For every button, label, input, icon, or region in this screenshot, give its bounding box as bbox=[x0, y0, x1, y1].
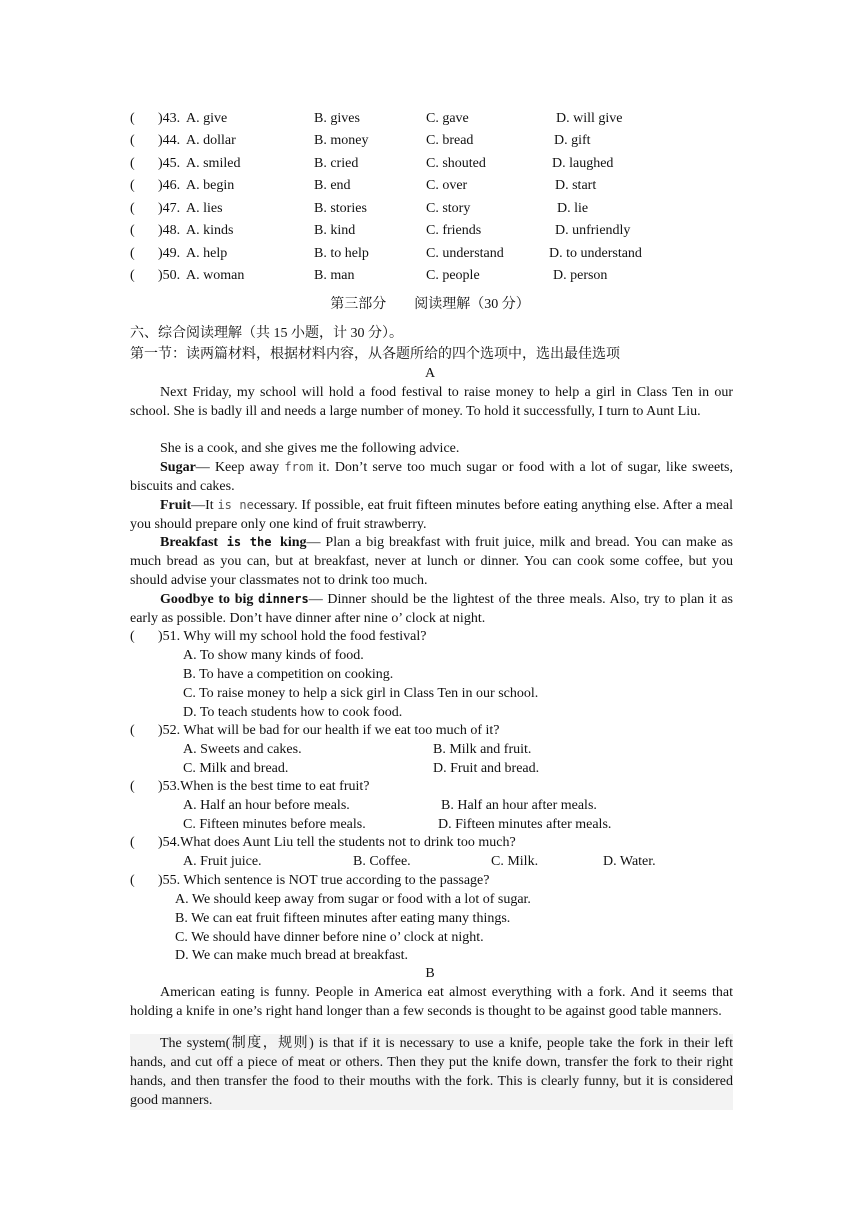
answer-option: B. Milk and fruit. bbox=[433, 742, 532, 757]
section6-title: 六、综合阅读理解（共 15 小题，计 30 分）。 bbox=[130, 326, 403, 341]
passage-a-fruit bbox=[130, 496, 733, 534]
question-number: )48. bbox=[158, 223, 181, 238]
goodbye-heading: Goodbye to big bbox=[160, 592, 259, 607]
answer-option: B. To have a competition on cooking. bbox=[183, 667, 394, 682]
option-c: C. bread bbox=[426, 133, 474, 148]
question-number: )45. bbox=[158, 156, 181, 171]
question-number: )50. bbox=[158, 268, 181, 283]
answer-option: D. We can make much bread at breakfast. bbox=[175, 948, 409, 963]
answer-bracket: ( bbox=[130, 178, 135, 193]
option-a: A. help bbox=[186, 246, 228, 261]
answer-option: A. Sweets and cakes. bbox=[183, 742, 302, 757]
goodbye-dinners: dinners bbox=[258, 592, 309, 606]
answer-option: C. To raise money to help a sick girl in Class Ten in our school. bbox=[183, 686, 539, 701]
answer-bracket: ( bbox=[130, 268, 135, 283]
answer-option: C. We should have dinner before nine o’ clock at night. bbox=[175, 930, 484, 945]
option-b: B. stories bbox=[314, 201, 367, 216]
answer-bracket: ( bbox=[130, 246, 135, 261]
passage-a-breakfast bbox=[130, 533, 733, 590]
question-stem: )55. Which sentence is NOT true according to the passage? bbox=[158, 873, 490, 888]
fruit-is: is ne bbox=[217, 498, 254, 512]
option-c: C. gave bbox=[426, 111, 469, 126]
option-a: A. begin bbox=[186, 178, 235, 193]
answer-option: A. Half an hour before meals. bbox=[183, 798, 350, 813]
question-stem: )52. What will be bad for our health if we eat too much of it? bbox=[158, 723, 500, 738]
option-a: A. give bbox=[186, 111, 228, 126]
sugar-dash: — Keep away bbox=[195, 460, 285, 475]
passage-a-goodbye bbox=[130, 590, 733, 628]
answer-bracket: ( bbox=[130, 156, 135, 171]
answer-option: D. To teach students how to cook food. bbox=[183, 705, 403, 720]
passage-b-label: B bbox=[425, 966, 435, 981]
passage-b-p2: The system(制度，规则) is that if it is necessary to use a knife, people take the fork in their left hands, and cut off a piece of meat or others. Then they put the knife down, transfer the fork to their right hands, and then transfer the food to their mouths with the fork. This is clearly funny, but it is considered good manners. bbox=[130, 1036, 733, 1108]
fruit-dash: —It bbox=[191, 498, 218, 513]
fruit-rest: cessary. If possible, eat fruit fifteen minutes before eating anything else. After a meal you should prepare only one kind of fruit strawberry. bbox=[130, 498, 733, 532]
option-a: A. kinds bbox=[186, 223, 234, 238]
option-b: B. end bbox=[314, 178, 351, 193]
answer-option: D. Water. bbox=[603, 854, 656, 869]
option-c: C. people bbox=[426, 268, 480, 283]
question-stem: )54.What does Aunt Liu tell the students not to drink too much? bbox=[158, 835, 516, 850]
answer-option: B. Coffee. bbox=[353, 854, 411, 869]
option-a: A. woman bbox=[186, 268, 245, 283]
option-b: B. to help bbox=[314, 246, 369, 261]
sugar-rest: it. Don’t serve too much sugar or food with a lot of sugar, like sweets, biscuits and cakes. bbox=[130, 460, 733, 494]
question-number: )43. bbox=[158, 111, 181, 126]
fruit-heading: Fruit bbox=[160, 498, 192, 513]
part3-title: 第三部分 阅读理解（30 分） bbox=[330, 297, 530, 312]
question-bracket: ( bbox=[130, 779, 135, 794]
answer-option: C. Milk. bbox=[491, 854, 539, 869]
option-d: D. to understand bbox=[549, 246, 642, 261]
question-bracket: ( bbox=[130, 835, 135, 850]
answer-option: B. We can eat fruit fifteen minutes after eating many things. bbox=[175, 911, 511, 926]
option-a: A. dollar bbox=[186, 133, 236, 148]
answer-option: D. Fruit and bread. bbox=[433, 761, 540, 776]
answer-option: A. To show many kinds of food. bbox=[183, 648, 364, 663]
answer-option: B. Half an hour after meals. bbox=[441, 798, 597, 813]
question-number: )44. bbox=[158, 133, 181, 148]
answer-bracket: ( bbox=[130, 201, 135, 216]
sugar-from: from bbox=[284, 460, 314, 474]
option-d: D. gift bbox=[554, 133, 591, 148]
question-bracket: ( bbox=[130, 723, 135, 738]
section1-instruction: 第一节：读两篇材料，根据材料内容，从各题所给的四个选项中，选出最佳选项 bbox=[130, 347, 620, 362]
option-c: C. understand bbox=[426, 246, 504, 261]
question-stem: )53.When is the best time to eat fruit? bbox=[158, 779, 370, 794]
answer-bracket: ( bbox=[130, 133, 135, 148]
answer-bracket: ( bbox=[130, 223, 135, 238]
option-d: D. laughed bbox=[552, 156, 614, 171]
option-d: D. lie bbox=[557, 201, 589, 216]
goodbye-rest: — Dinner should be the lightest of the three meals. Also, try to plan it as early as possible. Don’t have dinner after nine o’ clock at night. bbox=[130, 592, 733, 626]
option-d: D. will give bbox=[556, 111, 623, 126]
answer-bracket: ( bbox=[130, 111, 135, 126]
passage-a-sugar bbox=[130, 458, 733, 496]
option-c: C. shouted bbox=[426, 156, 486, 171]
question-number: )46. bbox=[158, 178, 181, 193]
passage-b-p1: American eating is funny. People in America eat almost everything with a fork. And it seems that holding a knife in one’s right hand longer than a few seconds is thought to be against good table manners. bbox=[130, 985, 733, 1019]
option-a: A. lies bbox=[186, 201, 223, 216]
option-b: B. man bbox=[314, 268, 355, 283]
breakfast-mid: is the bbox=[218, 535, 281, 549]
question-stem: )51. Why will my school hold the food festival? bbox=[158, 629, 427, 644]
option-b: B. money bbox=[314, 133, 369, 148]
question-number: )47. bbox=[158, 201, 181, 216]
answer-option: D. Fifteen minutes after meals. bbox=[438, 817, 612, 832]
option-b: B. gives bbox=[314, 111, 360, 126]
sugar-heading: Sugar bbox=[160, 460, 196, 475]
breakfast-king: king bbox=[280, 535, 307, 550]
answer-option: C. Fifteen minutes before meals. bbox=[183, 817, 366, 832]
option-c: C. over bbox=[426, 178, 468, 193]
answer-option: A. Fruit juice. bbox=[183, 854, 262, 869]
option-c: C. story bbox=[426, 201, 471, 216]
option-b: B. kind bbox=[314, 223, 356, 238]
question-number: )49. bbox=[158, 246, 181, 261]
option-a: A. smiled bbox=[186, 156, 241, 171]
question-bracket: ( bbox=[130, 629, 135, 644]
option-d: D. person bbox=[553, 268, 608, 283]
passage-a-p2: She is a cook, and she gives me the following advice. bbox=[160, 441, 460, 456]
passage-a-p1: Next Friday, my school will hold a food festival to raise money to help a girl in Class Ten in our school. She is badly ill and needs a large number of money. To hold it successfully, I turn to Aunt Liu. bbox=[130, 385, 733, 419]
breakfast-rest: — Plan a big breakfast with fruit juice, milk and bread. You can make as much bread as you can, but at breakfast, never at lunch or dinner. You can cook some coffee, but you should advise your classmates not to drink too much. bbox=[130, 535, 733, 588]
breakfast-heading: Breakfast bbox=[160, 535, 219, 550]
question-bracket: ( bbox=[130, 873, 135, 888]
option-d: D. start bbox=[555, 178, 597, 193]
option-b: B. cried bbox=[314, 156, 359, 171]
answer-option: A. We should keep away from sugar or food with a lot of sugar. bbox=[175, 892, 531, 907]
answer-option: C. Milk and bread. bbox=[183, 761, 289, 776]
option-c: C. friends bbox=[426, 223, 482, 238]
option-d: D. unfriendly bbox=[555, 223, 631, 238]
passage-a-label: A bbox=[424, 366, 436, 381]
